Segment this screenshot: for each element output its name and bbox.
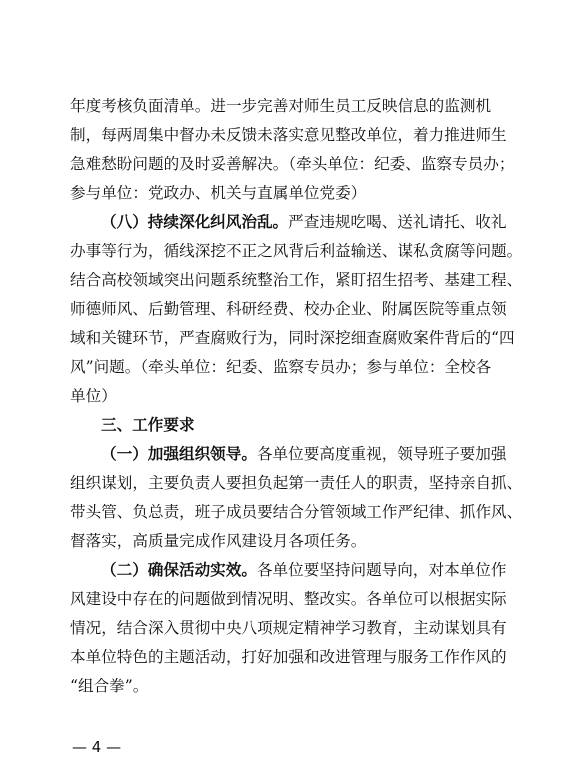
requirement-1-text: 各单位要高度重视，领导班子要加强: [256, 445, 507, 463]
section-8-title: （八）持续深化纠风治乱。: [101, 213, 289, 231]
text-line: “组合拳”。: [70, 677, 149, 695]
text-line: 师德师风、后勤管理、科研经费、校办企业、附属医院等重点领: [70, 300, 507, 318]
text-line: 域和关键环节，严查腐败行为，同时深挖细查腐败案件背后的“四: [70, 329, 515, 347]
text-line: 风建设中存在的问题做到情况明、整改实。各单位可以根据实际: [70, 590, 507, 608]
heading-work-requirements: 三、工作要求: [101, 416, 195, 434]
text-line: 办事等行为，循线深挖不正之风背后利益输送、谋私贪腐等问题。: [70, 242, 523, 260]
text-line: 年度考核负面清单。进一步完善对师生员工反映信息的监测机: [70, 97, 492, 115]
text-line: 急难愁盼问题的及时妥善解决。（牵头单位：纪委、监察专员办；: [70, 155, 515, 173]
text-line: 情况，结合深入贯彻中央八项规定精神学习教育，主动谋划具有: [70, 619, 507, 637]
text-line: 结合高校领域突出问题系统整治工作，紧盯招生招考、基建工程、: [70, 271, 523, 289]
requirement-2-text: 各单位要坚持问题导向，对本单位作: [256, 561, 507, 579]
text-line: [70, 440, 520, 469]
paragraph-requirement-1: [70, 440, 523, 556]
text-line: [70, 208, 520, 237]
section-heading: [70, 411, 520, 440]
text-line: 组织谋划，主要负责人要担负起第一责任人的职责，坚持亲自抓、: [70, 474, 523, 492]
text-line: 风”问题。（牵头单位：纪委、监察专员办；参与单位：全校各: [70, 358, 492, 376]
text-line: 本单位特色的主题活动，打好加强和改进管理与服务工作作风的: [70, 648, 507, 666]
paragraph-monitoring: [70, 92, 520, 208]
text-line: 制，每两周集中督办未反馈未落实意见整改单位，着力推进师生: [70, 126, 507, 144]
text-line: 督落实，高质量完成作风建设月各项任务。: [70, 532, 367, 550]
document-body: [70, 92, 523, 701]
text-line: 单位）: [70, 387, 117, 405]
text-line: [70, 556, 520, 585]
text-line: 带头管、负总责，班子成员要结合分管领域工作严纪律、抓作风、: [70, 503, 523, 521]
page-number: — 4 —: [72, 738, 122, 756]
section-8-text: 严查违规吃喝、送礼请托、收礼: [288, 213, 507, 231]
paragraph-requirement-2: [70, 556, 520, 701]
requirement-2-title: （二）确保活动实效。: [101, 561, 257, 579]
requirement-1-title: （一）加强组织领导。: [101, 445, 257, 463]
paragraph-section-8: [70, 208, 523, 411]
text-line: 参与单位：党政办、机关与直属单位党委）: [70, 184, 367, 202]
